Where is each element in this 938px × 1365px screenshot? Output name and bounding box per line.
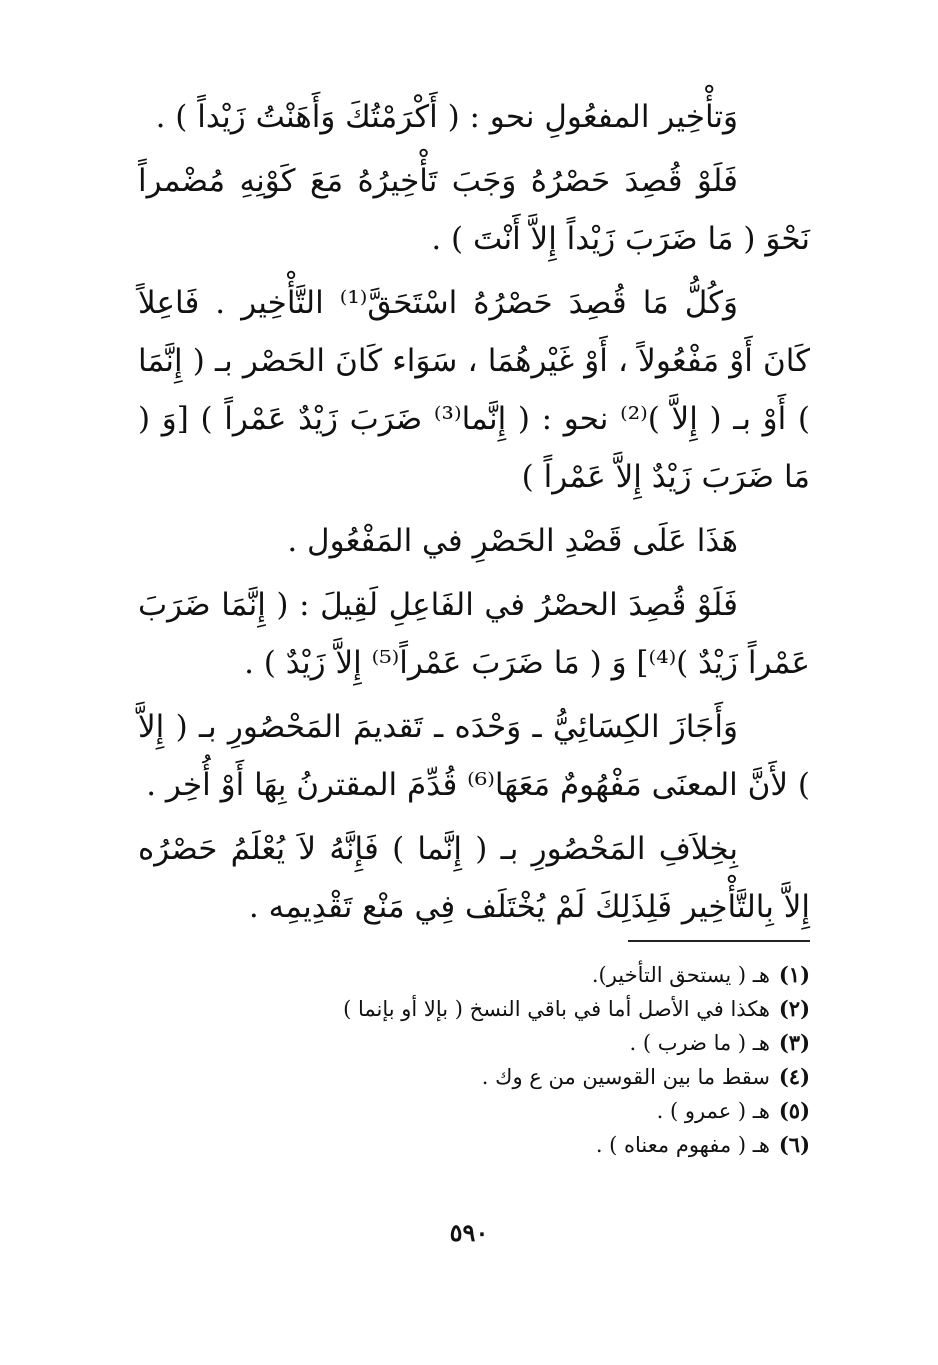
footnote-text: سقط ما بين القوسين من ع وك . bbox=[481, 1065, 770, 1089]
footnote-text: هـ ( عمرو ) . bbox=[656, 1099, 770, 1123]
paragraph-1: وَتأْخِير المفعُولِ نحو : ( أَكْرَمْتُكَ وَأَهَنْتُ زَيْداً ) . bbox=[155, 99, 738, 135]
footnote-number: (٥) bbox=[778, 1098, 810, 1123]
footnote-text: هـ ( يستحق التأخير). bbox=[591, 963, 770, 987]
footnote-item bbox=[200, 1060, 810, 1094]
paragraph-7: بِخِلاَفِ المَحْصُورِ بـ ( إِنَّما ) فَإِنَّهُ لاَ يُعْلَمُ حَصْرُه إِلاَّ بِالتَّأْخِير فَلِذَلِكَ لَمْ يُخْتَلَف فِي مَنْع تَقْدِيمِه . bbox=[138, 831, 810, 925]
footnote-number: (٤) bbox=[778, 1064, 810, 1089]
page-number: ٥٩٠ bbox=[449, 1218, 489, 1247]
paragraph-6: وَأَجَازَ الكِسَائِيُّ ـ وَحْدَه ـ تَقديمَ المَحْصُورِ بـ ( إِلاَّ ) لأَنَّ المعنَى مَفْهُومٌ مَعَهَا⁽⁶⁾ قُدِّمَ المقترنُ بِهَا أَوْ أُخِر . bbox=[138, 709, 810, 803]
main-text bbox=[138, 88, 810, 936]
footnote-text: هـ ( ما ضرب ) . bbox=[629, 1031, 770, 1055]
footnotes bbox=[200, 958, 810, 1162]
footnote-number: (٦) bbox=[778, 1132, 810, 1157]
paragraph-5: فَلَوْ قُصِدَ الحصْرُ في الفَاعِلِ لَقِيلَ : ( إِنَّمَا ضَرَبَ عَمْراً زَيْدٌ )⁽⁴⁾] وَ ( مَا ضَرَبَ عَمْراً⁽⁵⁾ إِلاَّ زَيْدٌ ) . bbox=[138, 587, 810, 681]
footnote-item bbox=[200, 1094, 810, 1128]
footnote-number: (٢) bbox=[778, 996, 810, 1021]
footnote-number: (١) bbox=[778, 962, 810, 987]
footnote-text: هـ ( مفهوم معناه ) . bbox=[595, 1133, 770, 1157]
footnote-item bbox=[200, 1128, 810, 1162]
paragraph-3: وَكُلُّ مَا قُصِدَ حَصْرُهُ اسْتَحَقَّ⁽¹⁾ التَّأْخِير . فَاعِلاً كَانَ أَوْ مَفْعُولاً ، أَوْ غَيْرهُمَا ، سَوَاء كَانَ الحَصْر بـ ( إِنَّمَا ) أَوْ بـ ( إِلاَّ )⁽²⁾ نحو : ( إِنَّما⁽³⁾ ضَرَبَ زَيْدٌ عَمْراً ) [وَ ( مَا ضَرَبَ زَيْدٌ إِلاَّ عَمْراً ) bbox=[138, 285, 810, 495]
paragraph-4: هَذَا عَلَى قَصْدِ الحَصْرِ في المَفْعُول . bbox=[287, 523, 738, 559]
footnote-divider bbox=[628, 940, 810, 942]
paragraph-2: فَلَوْ قُصِدَ حَصْرُهُ وَجَبَ تَأْخِيرُهُ مَعَ كَوْنِهِ مُضْمراً نَحْوَ ( مَا ضَرَبَ زَيْداً إِلاَّ أَنْتَ ) . bbox=[138, 163, 810, 257]
footnote-item bbox=[200, 992, 810, 1026]
footnote-text: هكذا في الأصل أما في باقي النسخ ( بإلا أو بإنما ) bbox=[343, 997, 770, 1021]
footnote-item bbox=[200, 958, 810, 992]
footnote-number: (٣) bbox=[778, 1030, 810, 1055]
footnote-item bbox=[200, 1026, 810, 1060]
